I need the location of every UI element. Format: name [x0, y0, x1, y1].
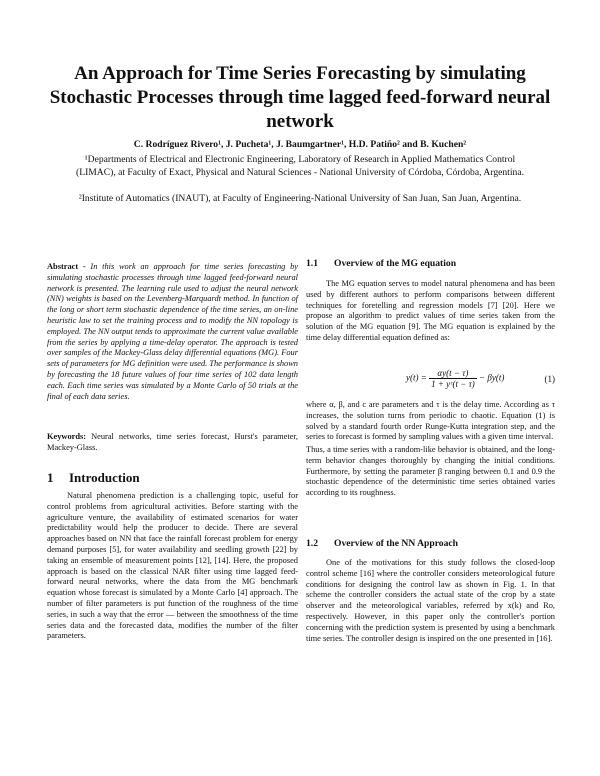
section-1-1-body: The MG equation serves to model natural phenomena and has been used by different authors to perform comparisons between different techniques for foretelling and regression models [7] [20]. Here we propose an algorithm to predict values of time series taken from the solution of the MG equation [9]. The MG equation is explained by the time delay differential equation defined as: [306, 279, 555, 342]
section-1-2-number: 1.2 [306, 538, 318, 549]
equation-number: (1) [544, 374, 555, 384]
author-list: C. Rodríguez Rivero¹, J. Pucheta¹, J. Baumgartner¹, H.D. Patiño² and B. Kuchen² [133, 139, 467, 150]
paper-title: An Approach for Time Series Forecasting by simulating Stochastic Processes through time lagged feed-forward neural network [49, 63, 551, 132]
equation-lhs: y(t) = [406, 372, 427, 383]
equation-fraction [429, 368, 477, 389]
section-1-2-title: Overview of the NN Approach [334, 538, 458, 549]
equation-body [406, 368, 504, 389]
section-1-body: Natural phenomena prediction is a challenging topic, useful for control problems from agricultural activities. Before starting with the agriculture venture, the availability of estimated scenarios for water predictability would help the producer to decide. There are several approaches based on NN that face the rainfall forecast problem for energy demand purposes [5], for water availability and seedling growth [22] by taking an ensemble of measurement points [12], [14]. Here, the proposed approach is based on the classical NAR filter using time lagged feed-forward neural networks, where the data from the MG benchmark equation whose forecast is simulated by a Monte Carlo [4] approach. The number of filter parameters is put function of the roughness of the time series, in such a way that the error — between the smoothness of the time series data and the forecasted data, modifies the number of the filter parameters. [47, 491, 298, 641]
keywords-text: Neural networks, time series forecast, Hurst's parameter, Mackey-Glass. [47, 432, 298, 452]
equation-numerator: αy(t − τ) [429, 368, 477, 379]
keywords-label: Keywords: [47, 432, 87, 441]
section-1-1-paragraph-2: where α, β, and c are parameters and τ is the delay time. According as τ increases, the solution turns from periodic to chaotic. Equation (1) is solved by a standard fourth order Runge-Kutta integration step, and the series to forecast is formed by sampling values with a given time interval. [306, 400, 555, 442]
affiliation-1: ¹Departments of Electrical and Electronic Engineering, Laboratory of Research in Applied Mathematics Control (LIMAC), at Faculty of Exact, Physical and Natural Sciences - National University of Córdoba, Córdoba, Argentina. [76, 154, 524, 178]
section-1-1-title: Overview of the MG equation [334, 258, 457, 269]
section-1-1-heading [306, 258, 555, 270]
equation-1 [306, 368, 555, 394]
keywords [47, 432, 298, 454]
section-1-1-paragraph-3: Thus, a time series with a random-like behavior is obtained, and the long-term behavior changes thoroughly by changing the initial conditions. Furthermore, by setting the parameter β ranging between 0.1 and 0.9 the stochastic dependence of the deterministic time series obtained varies according to its roughness. [306, 445, 555, 498]
section-1-heading [47, 470, 298, 486]
section-1-title: Introduction [69, 470, 140, 485]
section-1-number: 1 [47, 470, 54, 485]
abstract [47, 262, 298, 402]
equation-tail: − βy(t) [479, 372, 505, 383]
section-1-1-number: 1.1 [306, 258, 318, 269]
section-1-2-body: One of the motivations for this study follows the closed-loop control scheme [16] where the controller considers meteorological future conditions for designing the control law as shown in Fig. 1. In that scheme the controller considers the actual state of the crop by a state observer and the meteorological variables, referred by x(k) and Ro, respectively. However, in this paper only the controller's portion concerning with the prediction system is presented by using a benchmark time series. The controller design is inspired on the one presented in [16]. [306, 558, 555, 643]
equation-denominator: 1 + yᶜ(t − τ) [431, 379, 475, 389]
abstract-text: In this work an approach for time series forecasting by simulating stochastic processes through time lagged feed-forward neural network is presented. The learning rule used to adjust the neural network (NN) weights is based on the Levenberg-Marquardt method. In function of the long or short term stochastic dependence of the time series, an on-line heuristic law to set the training process and to modify the NN topology is employed. The NN output tends to approximate the current value available from the series by applying a time-delay operator. The approach is tested over samples of the Mackey-Glass delay differential equations (MG). Four sets of parameters for MG definition were used. The performance is shown by forecasting the 18 future values of four time series of 102 data length each. Each time series was simulated by a Monte Carlo of 50 trials at the final of each data series. [47, 262, 298, 401]
abstract-label: Abstract - [47, 262, 91, 271]
section-1-2-heading [306, 538, 555, 550]
affiliation-2: ²Institute of Automatics (INAUT), at Faculty of Engineering-National University of San Juan, San Juan, Argentina. [78, 193, 522, 204]
